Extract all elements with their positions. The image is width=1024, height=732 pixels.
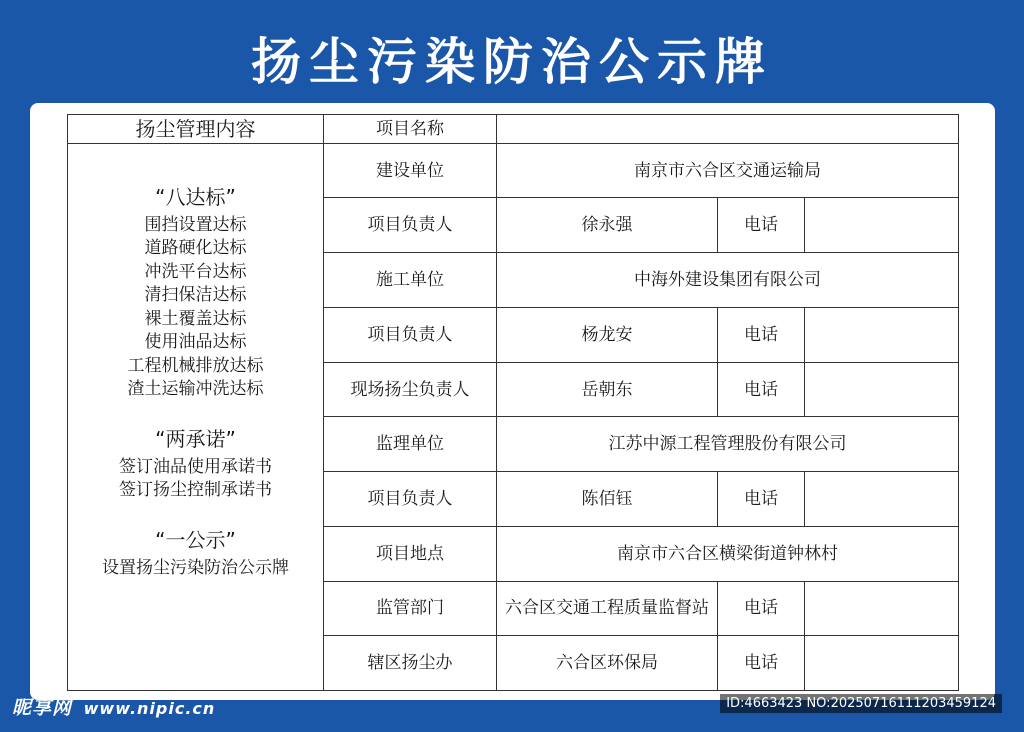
watermark-logo-text: 昵享网 bbox=[12, 697, 73, 719]
district-office-label: 辖区扬尘办 bbox=[324, 636, 497, 691]
supervisor-label: 监理单位 bbox=[324, 417, 497, 472]
constructor-label: 施工单位 bbox=[324, 253, 497, 308]
list-item: 签订扬尘控制承诺书 bbox=[119, 480, 272, 501]
watermark-url: www.nipic.cn bbox=[83, 699, 216, 718]
site-dust-manager-label: 现场扬尘负责人 bbox=[324, 362, 497, 417]
constructor-manager-value: 杨龙安 bbox=[497, 307, 718, 362]
regulator-value: 六合区交通工程质量监督站 bbox=[497, 581, 718, 636]
constructor-value: 中海外建设集团有限公司 bbox=[497, 253, 959, 308]
regulator-label: 监管部门 bbox=[324, 581, 497, 636]
builder-manager-label: 项目负责人 bbox=[324, 198, 497, 253]
project-name-value bbox=[497, 115, 959, 144]
supervisor-manager-value: 陈佰钰 bbox=[497, 472, 718, 527]
supervisor-manager-label: 项目负责人 bbox=[324, 472, 497, 527]
list-item: 围挡设置达标 bbox=[144, 214, 247, 235]
table-row bbox=[68, 143, 959, 198]
phone-label: 电话 bbox=[718, 362, 805, 417]
supervisor-value: 江苏中源工程管理股份有限公司 bbox=[497, 417, 959, 472]
phone-value bbox=[805, 307, 959, 362]
management-content-header: 扬尘管理内容 bbox=[68, 115, 324, 144]
table-row bbox=[68, 115, 959, 144]
info-table bbox=[67, 114, 959, 691]
phone-value bbox=[805, 362, 959, 417]
location-value: 南京市六合区横梁街道钟林村 bbox=[497, 526, 959, 581]
list-item: 冲洗平台达标 bbox=[144, 261, 247, 282]
section-title-eight-standards: “八达标” bbox=[155, 184, 236, 209]
phone-label: 电话 bbox=[718, 198, 805, 253]
list-item: 使用油品达标 bbox=[144, 332, 247, 353]
watermark-logo bbox=[12, 693, 215, 720]
section-title-one-publicity: “一公示” bbox=[155, 527, 236, 552]
list-item: 签订油品使用承诺书 bbox=[119, 456, 272, 477]
section-title-two-commitments: “两承诺” bbox=[155, 426, 236, 451]
location-label: 项目地点 bbox=[324, 526, 497, 581]
phone-label: 电话 bbox=[718, 581, 805, 636]
project-name-label: 项目名称 bbox=[324, 115, 497, 144]
phone-label: 电话 bbox=[718, 472, 805, 527]
phone-value bbox=[805, 636, 959, 691]
district-office-value: 六合区环保局 bbox=[497, 636, 718, 691]
site-dust-manager-value: 岳朝东 bbox=[497, 362, 718, 417]
builder-value: 南京市六合区交通运输局 bbox=[497, 143, 959, 198]
constructor-manager-label: 项目负责人 bbox=[324, 307, 497, 362]
watermark-id: ID:4663423 NO:20250716111203459124 bbox=[720, 694, 1002, 713]
page-title: 扬尘污染防治公示牌 bbox=[251, 33, 773, 91]
builder-manager-value: 徐永强 bbox=[497, 198, 718, 253]
management-content-list bbox=[68, 143, 324, 690]
list-item: 裸土覆盖达标 bbox=[144, 308, 247, 329]
builder-label: 建设单位 bbox=[324, 143, 497, 198]
list-item: 清扫保洁达标 bbox=[144, 285, 247, 306]
list-item: 设置扬尘污染防治公示牌 bbox=[102, 557, 289, 578]
list-item: 渣土运输冲洗达标 bbox=[127, 379, 264, 400]
phone-label: 电话 bbox=[718, 307, 805, 362]
phone-label: 电话 bbox=[718, 636, 805, 691]
phone-value bbox=[805, 581, 959, 636]
phone-value bbox=[805, 198, 959, 253]
list-item: 工程机械排放达标 bbox=[127, 355, 264, 376]
phone-value bbox=[805, 472, 959, 527]
list-item: 道路硬化达标 bbox=[144, 238, 247, 259]
